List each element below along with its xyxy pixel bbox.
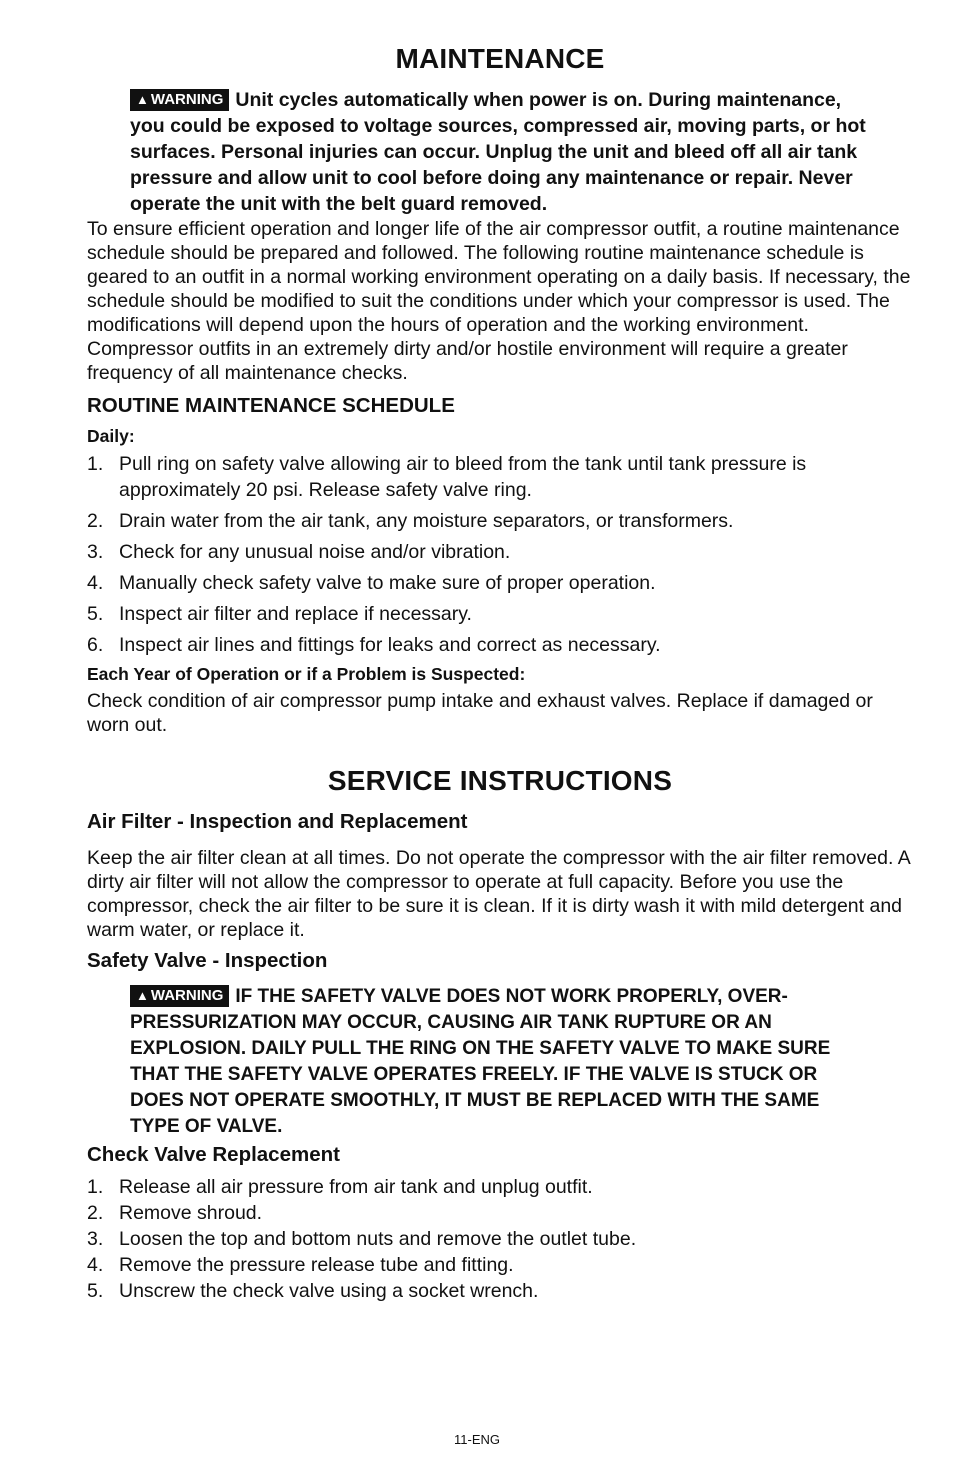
list-number: 5. [87,603,104,625]
warning-badge [130,985,229,1007]
warning-badge [130,89,229,111]
check-valve-step [87,1278,913,1304]
daily-checklist [87,451,913,658]
air-filter-text: Keep the air filter clean at all times. Do not operate the compressor with the air filter removed. A dirty air filter will not allow the compressor to operate at full capacity. Before you use the compressor, check the air filter to be sure it is clean. If it is dirty wash it with mild detergent and warm water, or replace it. [87,847,910,941]
list-number: 4. [87,1254,104,1276]
list-text: Pull ring on safety valve allowing air to bleed from the tank until tank pressure is approximately 20 psi. Release safety valve ring. [119,453,807,501]
list-text: Inspect air lines and fittings for leaks and correct as necessary. [119,634,661,656]
safety-warning [130,984,870,1140]
schedule-heading: ROUTINE MAINTENANCE SCHEDULE [87,394,455,417]
daily-item [87,632,913,658]
daily-item [87,539,913,565]
list-number: 3. [87,1228,104,1250]
maintenance-heading: MAINTENANCE [395,43,605,74]
list-number: 1. [87,453,104,475]
daily-item [87,451,913,503]
list-number: 4. [87,572,104,594]
list-text: Drain water from the air tank, any moisture separators, or transformers. [119,510,734,532]
daily-item [87,570,913,596]
check-valve-steps [87,1174,913,1304]
warning-triangle-icon: ▲ [136,988,149,1003]
list-number: 5. [87,1280,104,1302]
list-number: 6. [87,634,104,656]
warning-badge-label: WARNING [150,91,224,108]
list-text: Manually check safety valve to make sure of proper operation. [119,572,656,594]
maintenance-warning-text: Unit cycles automatically when power is on. During maintenance, you could be exposed to voltage sources, compressed air, moving parts, or hot surfaces. Personal injuries can occur. Unplug the unit and bleed off all air tank pressure and allow unit to cool before doing any maintenance or repair. Never operate the unit with the belt guard removed. [130,89,866,215]
list-number: 1. [87,1176,104,1198]
warning-badge-label: WARNING [150,987,224,1004]
maintenance-intro: To ensure efficient operation and longer life of the air compressor outfit, a routine maintenance schedule should be prepared and followed. The following routine maintenance schedule is geared to an outfit in a normal working environment operating on a daily basis. If necessary, the schedule should be modified to suit the conditions under which your compressor is used. The modifications will depend upon the hours of operation and the working environment. Compressor outfits in an extremely dirty and/or hostile environment will require a greater frequency of all maintenance checks. [87,218,911,384]
safety-valve-heading: Safety Valve - Inspection [87,949,328,972]
daily-item [87,508,913,534]
safety-warning-text: IF THE SAFETY VALVE DOES NOT WORK PROPERLY, OVER-PRESSURIZATION MAY OCCUR, CAUSING AIR TANK RUPTURE OR AN EXPLOSION. DAILY PULL THE RING ON THE SAFETY VALVE TO MAKE SURE THAT THE SAFETY VALVE OPERATES FREELY. IF THE VALVE IS STUCK OR DOES NOT OPERATE SMOOTHLY, IT MUST BE REPLACED WITH THE SAME TYPE OF VALVE. [130,986,831,1137]
list-number: 2. [87,1202,104,1224]
daily-label: Daily: [87,426,135,446]
air-filter-heading: Air Filter - Inspection and Replacement [87,810,468,833]
check-valve-step [87,1252,913,1278]
warning-triangle-icon: ▲ [136,92,149,107]
page-number: 11-ENG [454,1432,500,1447]
list-number: 2. [87,510,104,532]
list-text: Loosen the top and bottom nuts and remove the outlet tube. [119,1228,637,1250]
list-number: 3. [87,541,104,563]
check-valve-step [87,1174,913,1200]
list-text: Unscrew the check valve using a socket wrench. [119,1280,539,1302]
service-heading: SERVICE INSTRUCTIONS [327,765,673,796]
list-text: Remove shroud. [119,1202,263,1224]
yearly-label: Each Year of Operation or if a Problem is Suspected: [87,664,526,684]
list-text: Check for any unusual noise and/or vibration. [119,541,511,563]
maintenance-warning [130,87,870,217]
daily-item [87,601,913,627]
list-text: Release all air pressure from air tank and unplug outfit. [119,1176,593,1198]
check-valve-step [87,1226,913,1252]
list-text: Remove the pressure release tube and fitting. [119,1254,514,1276]
check-valve-step [87,1200,913,1226]
yearly-text: Check condition of air compressor pump intake and exhaust valves. Replace if damaged or worn out. [87,690,873,736]
document-page [87,38,913,1304]
check-valve-heading: Check Valve Replacement [87,1143,340,1166]
list-text: Inspect air filter and replace if necessary. [119,603,472,625]
